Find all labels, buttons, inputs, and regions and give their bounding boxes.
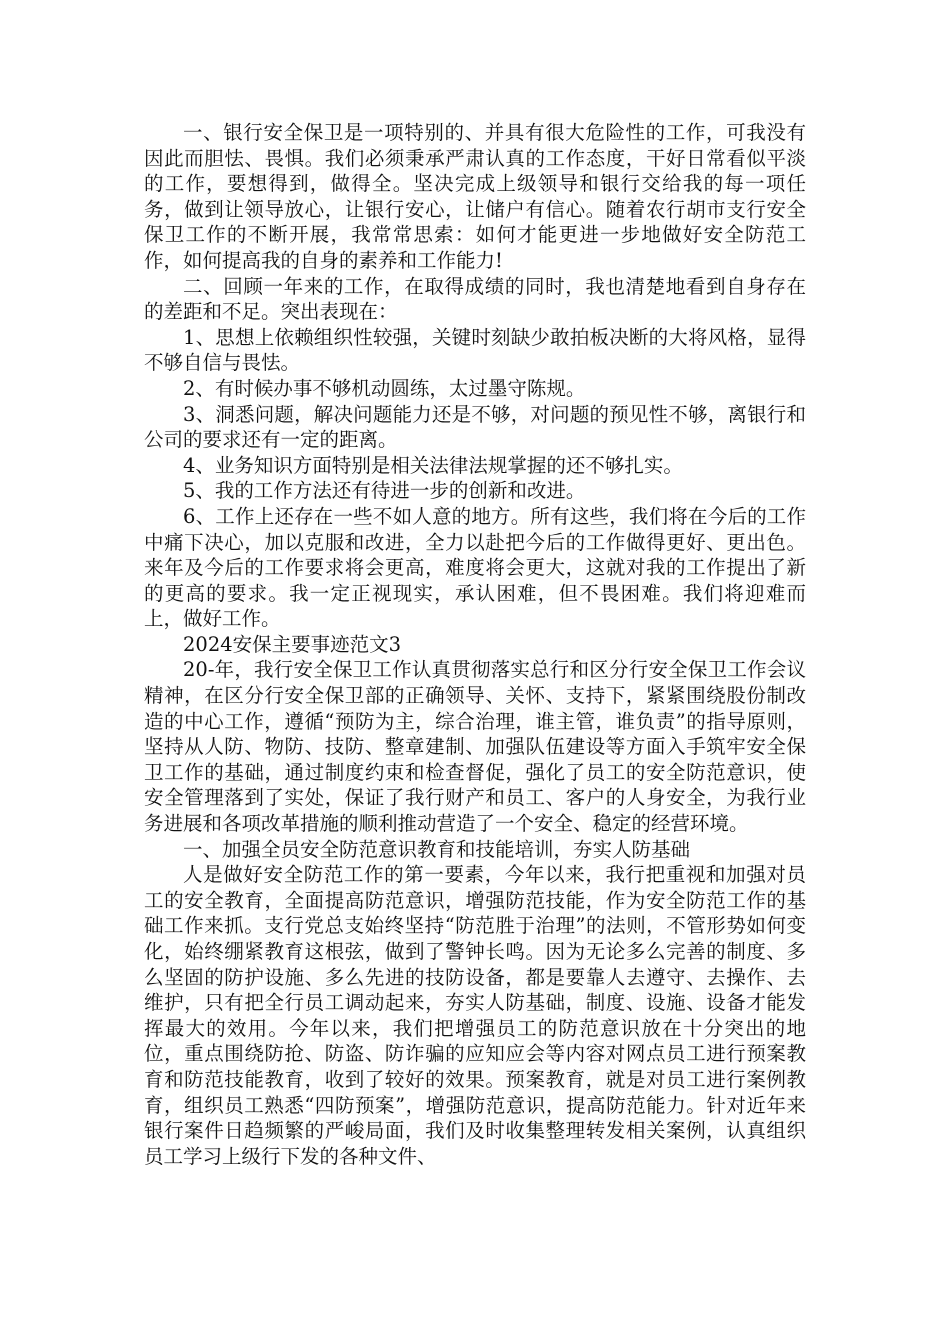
list-item-shortcoming-6: 6、工作上还存在一些不如人意的地方。所有这些，我们将在今后的工作中痛下决心，加以克服和改进，全力以赴把今后的工作做得更好、更出色。来年及今后的工作要求将会更高，难度将会更大，这就对我的工作提出了新的更高的要求。我一定正视现实，承认困难，但不畏困难。我们将迎难而上，做好工作。 xyxy=(144,504,806,631)
document-page xyxy=(144,120,806,1169)
section-heading-awareness-training: 一、加强全员安全防范意识教育和技能培训，夯实人防基础 xyxy=(183,837,691,861)
paragraph-annual-summary: 20-年，我行安全保卫工作认真贯彻落实总行和区分行安全保卫工作会议精神，在区分行安全保卫部的正确领导、关怀、支持下，紧紧围绕股份制改造的中心工作，遵循“预防为主，综合治理，谁主管，谁负责”的指导原则，坚持从人防、物防、技防、整章建制、加强队伍建设等方面入手筑牢安全保卫工作的基础，通过制度约束和检查督促，强化了员工的安全防范意识，使安全管理落到了实处，保证了我行财产和员工、客户的人身安全，为我行业务进展和各项改革措施的顺利推动营造了一个安全、稳定的经营环境。 xyxy=(144,658,806,836)
list-item-shortcoming-2: 2、有时候办事不够机动圆练，太过墨守陈规。 xyxy=(183,376,586,400)
section-title-sample-3: 2024安保主要事迹范文3 xyxy=(183,632,402,656)
list-item-shortcoming-1: 1、思想上依赖组织性较强，关键时刻缺少敢拍板决断的大将风格，显得不够自信与畏怯。 xyxy=(144,325,806,375)
list-item-shortcoming-4: 4、业务知识方面特别是相关法律法规掌握的还不够扎实。 xyxy=(183,453,683,477)
paragraph-security-work-nature: 一、银行安全保卫是一项特别的、并具有很大危险性的工作，可我没有因此而胆怯、畏惧。我们必须秉承严肃认真的工作态度，干好日常看似平淡的工作，要想得到，做得全。坚决完成上级领导和银行交给我的每一项任务，做到让领导放心，让银行安心，让储户有信心。随着农行胡市支行安全保卫工作的不断开展，我常常思索：如何才能更进一步地做好安全防范工作，如何提高我的自身的素养和工作能力! xyxy=(144,121,806,272)
list-item-shortcoming-3: 3、洞悉问题，解决问题能力还是不够，对问题的预见性不够，离银行和公司的要求还有一定的距离。 xyxy=(144,402,806,452)
paragraph-review-shortcomings: 二、回顾一年来的工作，在取得成绩的同时，我也清楚地看到自身存在的差距和不足。突出表现在： xyxy=(144,274,806,324)
list-item-shortcoming-5: 5、我的工作方法还有待进一步的创新和改进。 xyxy=(183,479,586,503)
paragraph-people-first: 人是做好安全防范工作的第一要素，今年以来，我行把重视和加强对员工的安全教育，全面提高防范意识，增强防范技能，作为安全防范工作的基础工作来抓。支行党总支始终坚持“防范胜于治理”的法则，不管形势如何变化，始终绷紧教育这根弦，做到了警钟长鸣。因为无论多么完善的制度、多么坚固的防护设施、多么先进的技防设备，都是要靠人去遵守、去操作、去维护，只有把全行员工调动起来，夯实人防基础，制度、设施、设备才能发挥最大的效用。今年以来，我们把增强员工的防范意识放在十分突出的地位，重点围绕防抢、防盗、防诈骗的应知应会等内容对网点员工进行预案教育和防范技能教育，收到了较好的效果。预案教育，就是对员工进行案例教育，组织员工熟悉“四防预案”，增强防范意识，提高防范能力。针对近年来银行案件日趋频繁的严峻局面，我们及时收集整理转发相关案例，认真组织员工学习上级行下发的各种文件、 xyxy=(144,863,806,1168)
